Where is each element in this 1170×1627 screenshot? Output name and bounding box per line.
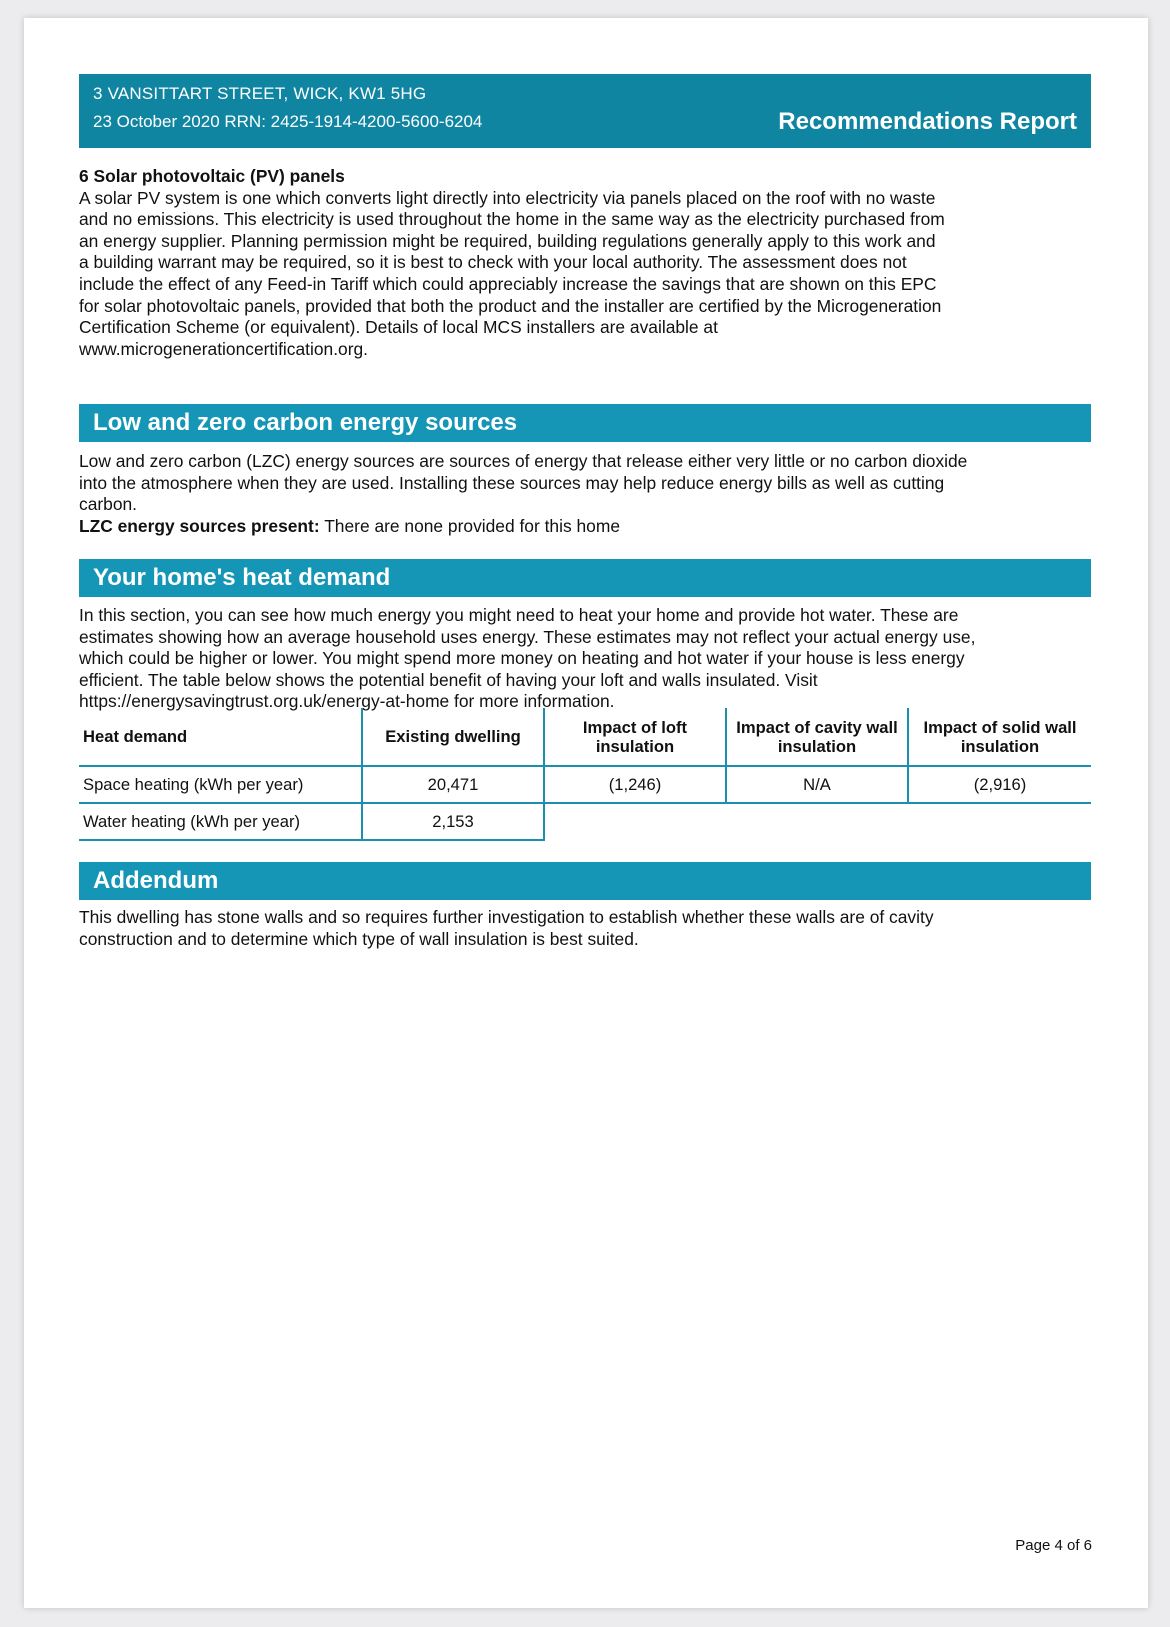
heat-demand-table [79, 708, 1091, 841]
col-header-cavity: Impact of cavity wall insulation [726, 708, 908, 766]
addendum-section [79, 907, 1091, 950]
heat-line: https://energysavingtrust.org.uk/energy-at-home for more information. [79, 691, 615, 712]
solar-pv-line: and no emissions. This electricity is used throughout the home in the same way as the electricity purchased from [79, 209, 945, 230]
solar-pv-line: include the effect of any Feed-in Tariff which could appreciably increase the savings that are shown on this EPC [79, 273, 937, 294]
table-header-row [79, 708, 1091, 766]
addendum-line: This dwelling has stone walls and so requires further investigation to establish whether these walls are of cavity [79, 907, 934, 927]
lzc-present [79, 516, 1091, 538]
cell-space-cavity: N/A [726, 766, 908, 803]
addendum-heading: Addendum [79, 862, 1091, 900]
cell-space-solid: (2,916) [908, 766, 1091, 803]
heat-line: In this section, you can see how much energy you might need to heat your home and provide hot water. These are [79, 605, 959, 625]
report-header [79, 74, 1091, 148]
lzc-present-value: There are none provided for this home [324, 515, 620, 536]
cell-water-existing: 2,153 [362, 803, 544, 840]
report-date-rrn: 23 October 2020 RRN: 2425-1914-4200-5600-6204 [93, 112, 483, 131]
row-label-water-heating: Water heating (kWh per year) [79, 803, 362, 840]
solar-pv-line: A solar PV system is one which converts light directly into electricity via panels placed on the roof with no waste [79, 187, 936, 208]
lzc-line: Low and zero carbon (LZC) energy sources are sources of energy that release either very little or no carbon dioxide [79, 451, 968, 471]
table-row [79, 766, 1091, 803]
lzc-present-label: LZC energy sources present: [79, 515, 320, 536]
solar-pv-section [79, 166, 1091, 360]
col-header-loft: Impact of loft insulation [544, 708, 726, 766]
lzc-heading: Low and zero carbon energy sources [79, 404, 1091, 442]
solar-pv-line: for solar photovoltaic panels, provided that both the product and the installer are certified by the Microgeneration [79, 295, 942, 316]
report-page [24, 18, 1148, 1608]
report-title: Recommendations Report [778, 108, 1077, 135]
heat-demand-heading: Your home's heat demand [79, 559, 1091, 597]
property-address: 3 VANSITTART STREET, WICK, KW1 5HG [93, 84, 427, 103]
cell-space-existing: 20,471 [362, 766, 544, 803]
col-header-existing: Existing dwelling [362, 708, 544, 766]
page-number: Page 4 of 6 [1015, 1537, 1092, 1554]
solar-pv-line: a building warrant may be required, so it is best to check with your local authority. The assessment does not [79, 252, 907, 273]
heat-line: which could be higher or lower. You might spend more money on heating and hot water if your house is less energy [79, 648, 965, 669]
lzc-line: into the atmosphere when they are used. Installing these sources may help reduce energy bills as well as cutting [79, 472, 945, 493]
addendum-line: construction and to determine which type of wall insulation is best suited. [79, 928, 639, 949]
table-row [79, 803, 1091, 840]
heat-demand-intro [79, 605, 1091, 713]
solar-pv-line: Certification Scheme (or equivalent). Details of local MCS installers are available at [79, 317, 718, 338]
solar-pv-line: an energy supplier. Planning permission might be required, building regulations generally apply to this work and [79, 230, 936, 251]
row-label-space-heating: Space heating (kWh per year) [79, 766, 362, 803]
heat-line: estimates showing how an average household uses energy. These estimates may not reflect your actual energy use, [79, 626, 976, 647]
solar-pv-line: www.microgenerationcertification.org. [79, 338, 368, 359]
lzc-line: carbon. [79, 494, 138, 515]
solar-pv-title: 6 Solar photovoltaic (PV) panels [79, 166, 345, 186]
cell-space-loft: (1,246) [544, 766, 726, 803]
col-header-solid: Impact of solid wall insulation [908, 708, 1091, 766]
lzc-section [79, 451, 1091, 537]
heat-line: efficient. The table below shows the potential benefit of having your loft and walls insulated. Visit [79, 669, 818, 690]
col-header-heat-demand: Heat demand [79, 708, 362, 766]
